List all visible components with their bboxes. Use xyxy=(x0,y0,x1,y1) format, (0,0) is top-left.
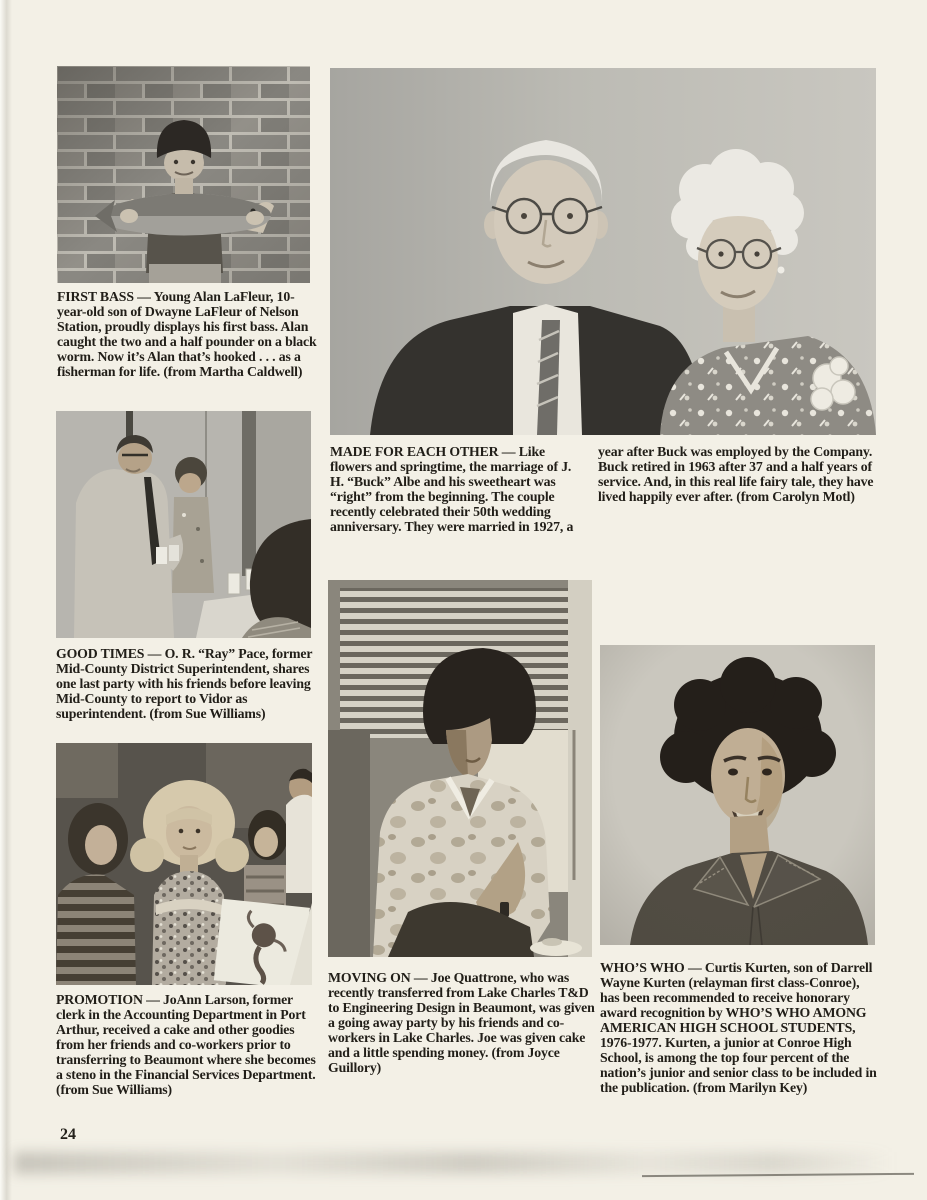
photo-curtis-kurten-art xyxy=(600,645,875,945)
photo-joe-quattrone xyxy=(328,580,592,957)
photo-boy-with-fish xyxy=(57,66,310,283)
caption-promotion-lead: PROMOTION xyxy=(56,992,143,1007)
scan-smudge xyxy=(14,1152,894,1174)
caption-whos-who-body: — Curtis Kurten, son of Darrell Wayne Kurten (relayman first class-Conroe), has been recommended to receive honorary award recognition by WHO’S WHO AMONG AMERICAN HIGH SCHOOL STUDENTS, 1976-1977. Kurten, a junior at Conroe High School, is among the top four percent of the nation’s junior and senior class to be included in the publication. (from Marilyn Key) xyxy=(600,960,877,1095)
caption-made-for-each-other-col1 xyxy=(330,444,588,534)
caption-made-for-each-other-lead: MADE FOR EACH OTHER xyxy=(330,444,499,459)
photo-joe-quattrone-art xyxy=(328,580,592,957)
caption-made-for-each-other-body1: — Like flowers and springtime, the marriage of J. H. “Buck” Albe and his sweetheart was “right” from the beginning. The couple recently celebrated their 50th wedding anniversary. They were married in 1927, a xyxy=(330,444,574,534)
caption-whos-who xyxy=(600,960,880,1095)
caption-first-bass xyxy=(57,289,317,379)
photo-elderly-couple xyxy=(330,68,876,435)
caption-moving-on xyxy=(328,970,596,1075)
photo-office-party-art xyxy=(56,411,311,638)
caption-good-times xyxy=(56,646,316,721)
photo-promotion-party xyxy=(56,743,312,985)
scan-edge xyxy=(0,0,12,1200)
page-number: 24 xyxy=(60,1126,76,1143)
caption-promotion-body: — JoAnn Larson, former clerk in the Accounting Department in Port Arthur, received a cake and other goodies from her friends and co-workers prior to transferring to Beaumont where she becomes a steno in the Financial Services Department. (from Sue Williams) xyxy=(56,992,316,1097)
caption-made-for-each-other-col2 xyxy=(598,444,878,504)
photo-elderly-couple-art xyxy=(330,68,876,435)
caption-made-for-each-other-body2: year after Buck was employed by the Company. Buck retired in 1963 after 37 and a half years of service. And, in this real life fairy tale, they have lived happily ever after. (from Carolyn Motl) xyxy=(598,444,874,504)
caption-moving-on-lead: MOVING ON xyxy=(328,970,411,985)
caption-first-bass-lead: FIRST BASS xyxy=(57,289,134,304)
caption-good-times-lead: GOOD TIMES xyxy=(56,646,145,661)
caption-whos-who-lead: WHO’S WHO xyxy=(600,960,685,975)
caption-first-bass-body: — Young Alan LaFleur, 10-year-old son of Dwayne LaFleur of Nelson Station, proudly displays his first bass. Alan caught the two and a half pounder on a black worm. Now it’s Alan that’s hooked . . . as a fisherman for life. (from Martha Caldwell) xyxy=(57,289,317,379)
caption-moving-on-body: — Joe Quattrone, who was recently transferred from Lake Charles T&D to Engineering Design in Beaumont, was given a going away party by his friends and co-workers in Lake Charles. Joe was given cake and a little spending money. (from Joyce Guillory) xyxy=(328,970,595,1075)
photo-curtis-kurten xyxy=(600,645,875,945)
photo-boy-with-fish-art xyxy=(57,66,310,283)
photo-promotion-party-art xyxy=(56,743,312,985)
caption-promotion xyxy=(56,992,316,1097)
photo-office-party xyxy=(56,411,311,638)
caption-good-times-body: — O. R. “Ray” Pace, former Mid-County District Superintendent, shares one last party with his friends before leaving Mid-County to report to Vidor as superintendent. (from Sue Williams) xyxy=(56,646,313,721)
